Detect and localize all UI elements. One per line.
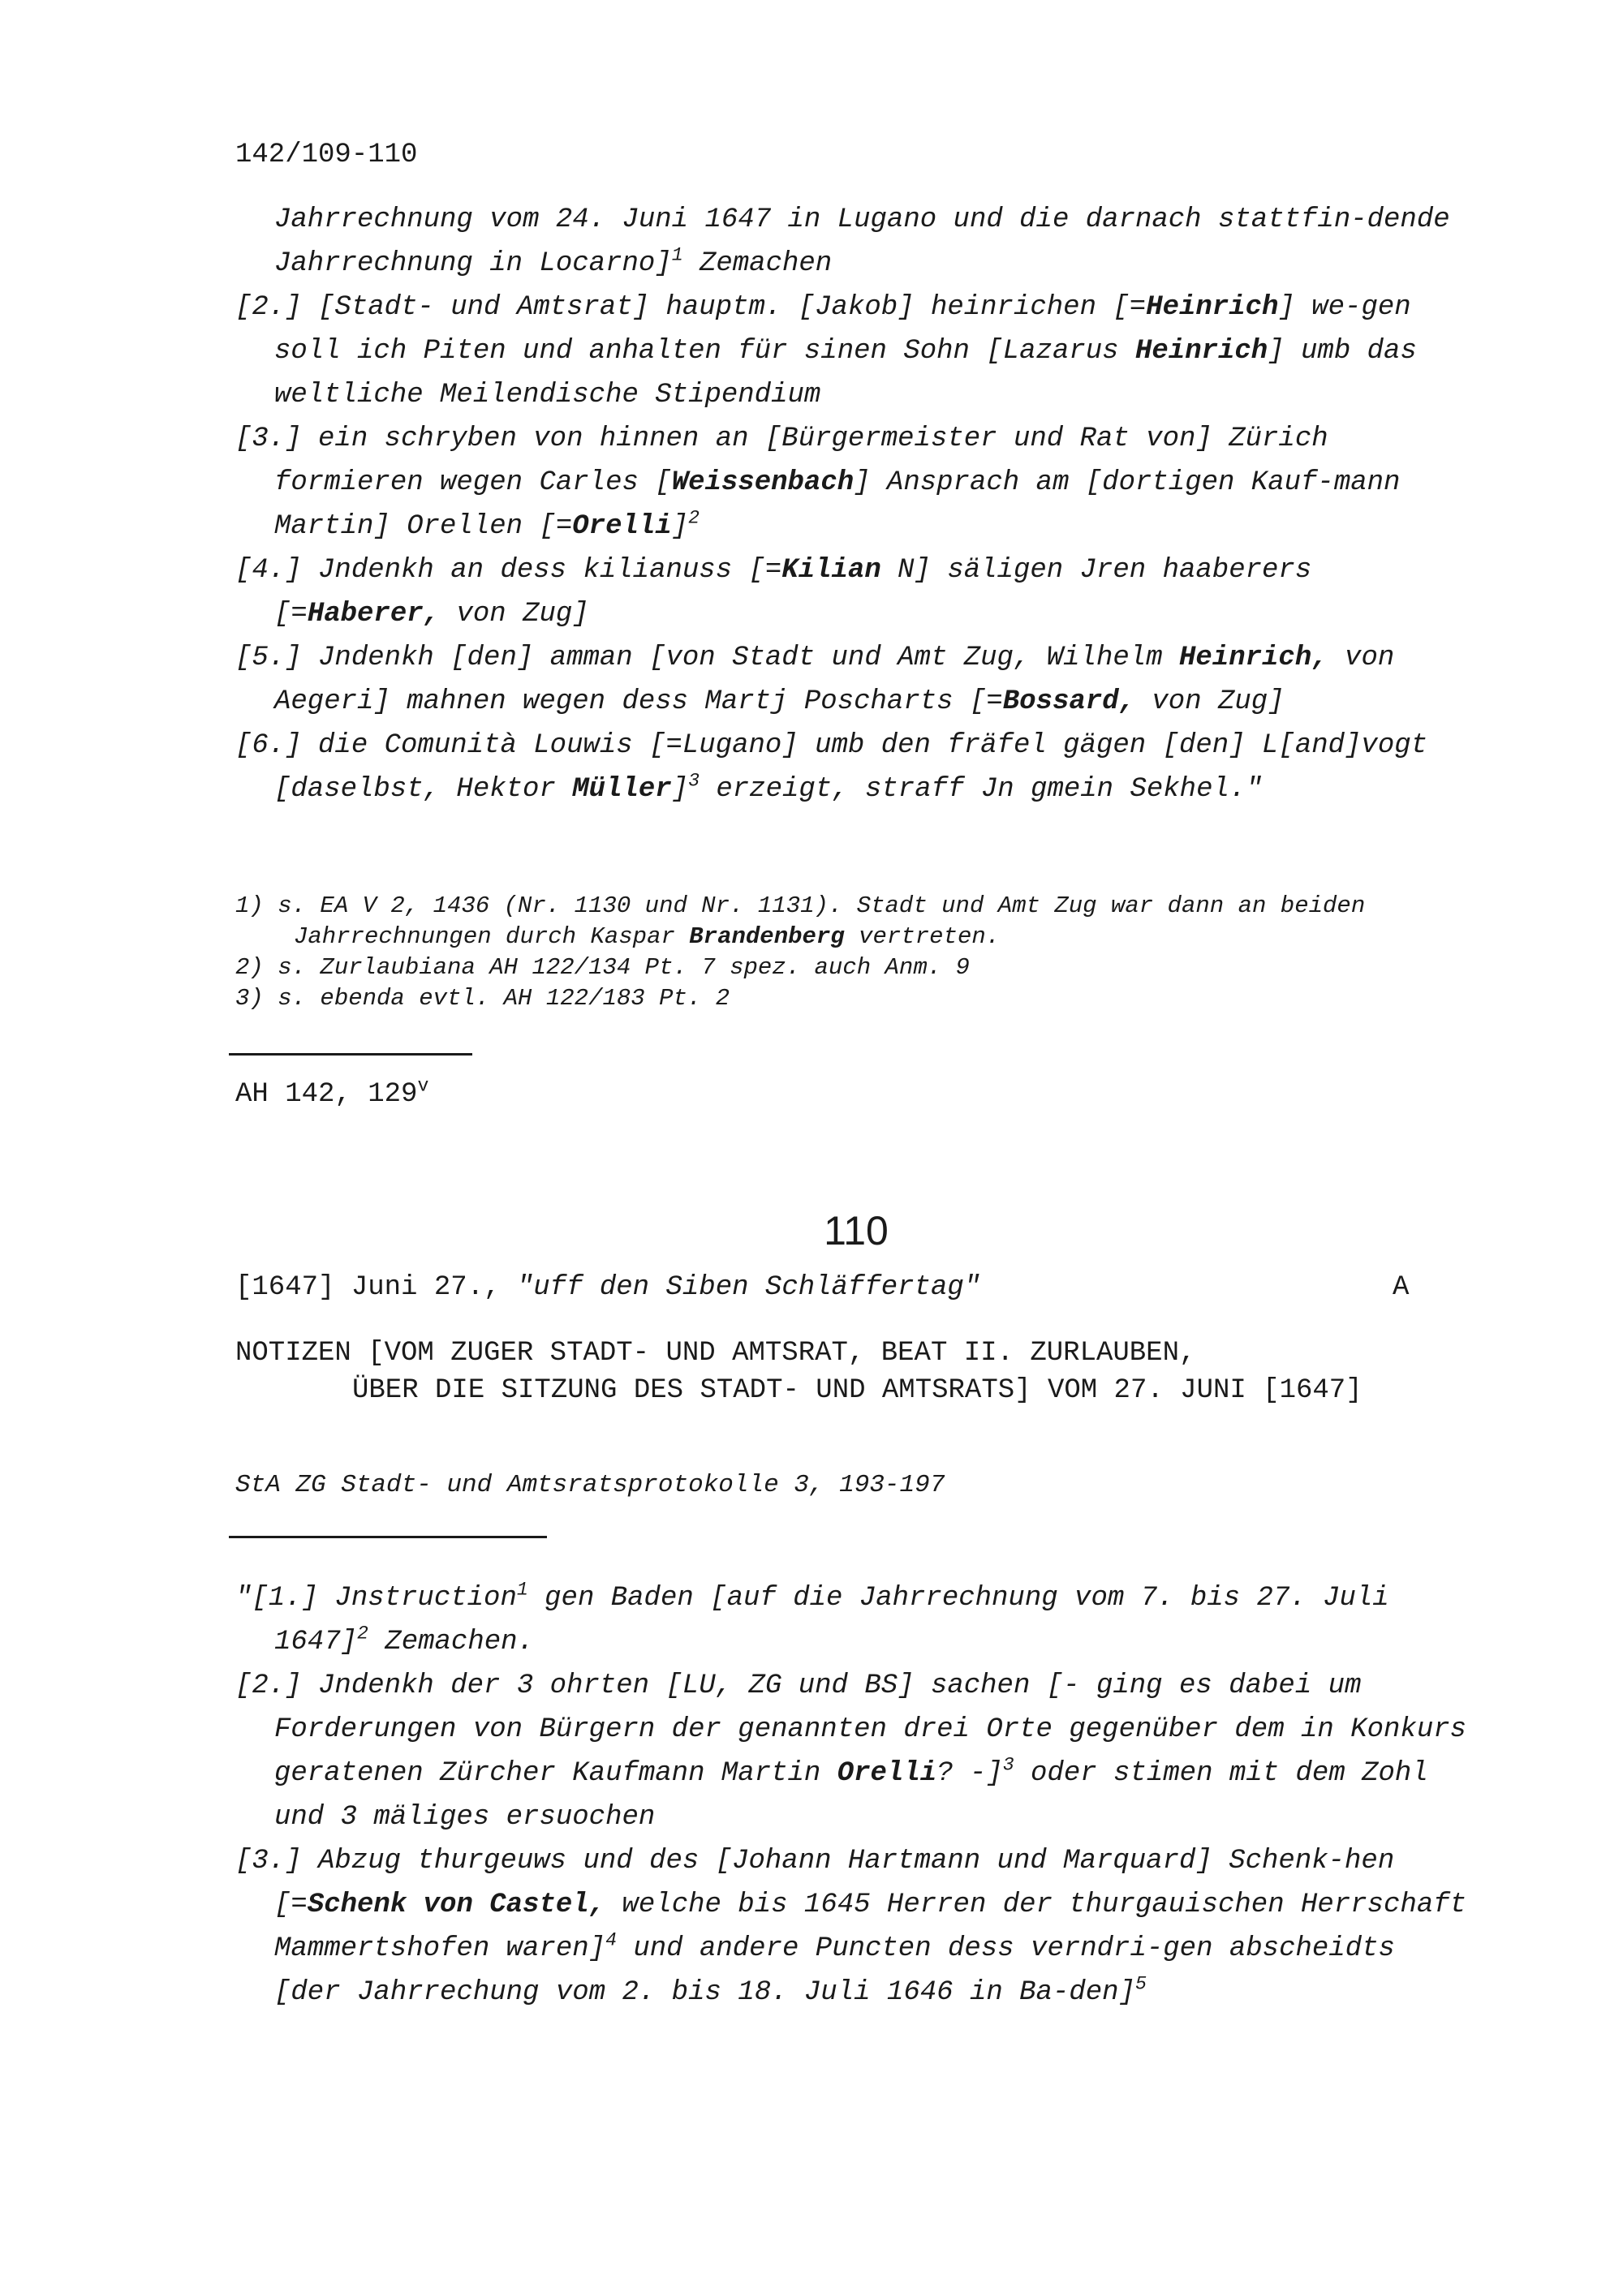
text-run: [6.] die Comunità Louwis [=Lugano] umb den fräfel gägen [den] L[and]vogt [daselbst, Hektor — [235, 730, 1428, 805]
heading-divider — [229, 1536, 547, 1538]
text-run: ] we-gen soll ich Piten und anhalten für sinen Sohn [Lazarus — [274, 292, 1411, 367]
protocol-entries-previous — [235, 198, 1477, 811]
protocol-entry — [235, 724, 1477, 811]
text-run: ] — [671, 511, 689, 542]
text-run: ] — [671, 774, 689, 805]
footnote — [235, 891, 1469, 952]
date-text: [1647] Juni 27., — [235, 1272, 517, 1303]
text-run: Jahrrechnung vom 24. Juni 1647 in Lugano und die darnach stattfin-dende Jahrrechnung in Locarno] — [274, 204, 1450, 279]
text-run: "[1.] Jnstruction — [235, 1583, 517, 1614]
text-run: Zemachen — [682, 248, 833, 279]
text-run: von Aegeri] mahnen wegen dess Martj Poscharts [= — [274, 643, 1395, 717]
source-reference: StA ZG Stadt- und Amtsratsprotokolle 3, 193-197 — [235, 1471, 945, 1499]
page-reference: 142/109-110 — [235, 140, 418, 170]
text-run: ] Ansprach am [dortigen Kauf-mann Martin] Orellen [= — [274, 467, 1401, 542]
text-run: und andere Puncten dess verndri-gen abscheidts [der Jahrrechung vom 2. bis 18. Juli 1646 in Ba-den] — [274, 1933, 1395, 2008]
text-run: ] umb das weltliche Meilendische Stipendium — [274, 336, 1417, 411]
name-highlight: Heinrich, — [1179, 643, 1328, 673]
footnote — [235, 952, 1469, 983]
name-highlight: Bossard, — [1002, 686, 1135, 717]
text-run: gen Baden [auf die Jahrrechnung vom 7. bis 27. Juli 1647] — [274, 1583, 1389, 1658]
text-run: 3) s. ebenda evtl. AH 122/183 Pt. 2 — [235, 985, 730, 1012]
heading-line-rest: ÜBER DIE SITZUNG DES STADT- UND AMTSRATS] VOM 27. JUNI [1647] — [352, 1375, 1363, 1406]
protocol-entry — [235, 636, 1477, 724]
document-number: 110 — [824, 1208, 889, 1253]
text-run: [4.] Jndenkh an dess kilianuss [= — [235, 555, 782, 586]
name-highlight: Orelli — [572, 511, 672, 542]
name-highlight: Müller — [572, 774, 672, 805]
text-run: [3.] ein schryben von hinnen an [Bürgermeister und Rat von] Zürich formieren wegen Carles [ — [235, 424, 1328, 498]
footnote-marker: 1 — [516, 1579, 528, 1601]
text-run: vertreten. — [844, 923, 1001, 950]
protocol-entries-current — [235, 1576, 1477, 2014]
name-highlight: Kilian — [781, 555, 881, 586]
text-run: [2.] [Stadt- und Amtsrat] hauptm. [Jakob] heinrichen [= — [235, 292, 1147, 323]
text-run: welche bis 1645 Herren der thurgauischen Herrschaft Mammertshofen waren] — [274, 1890, 1467, 1964]
archive-reference-text: AH 142, 129 — [235, 1079, 418, 1110]
text-run: erzeigt, straff Jn gmein Sekhel." — [699, 774, 1263, 805]
archive-reference — [235, 1075, 429, 1110]
name-highlight: Weissenbach — [671, 467, 855, 498]
footnote-marker: 3 — [688, 770, 700, 792]
grade-marker: A — [1393, 1272, 1410, 1303]
footnote-marker: 1 — [671, 244, 683, 266]
protocol-entry — [235, 198, 1477, 286]
name-highlight: Heinrich — [1134, 336, 1268, 367]
name-highlight: Orelli — [837, 1758, 937, 1789]
footnote-marker: 3 — [1002, 1754, 1014, 1776]
protocol-entry — [235, 1664, 1477, 1839]
footnote-marker: 4 — [605, 1929, 617, 1951]
name-highlight: Brandenberg — [689, 923, 845, 950]
name-highlight: Haberer, — [307, 599, 441, 630]
text-run: Zemachen. — [368, 1627, 534, 1658]
date-quote: "uff den Siben Schläffertag" — [516, 1272, 981, 1303]
protocol-entry — [235, 1576, 1477, 1664]
text-run: [2.] Jndenkh der 3 ohrten [LU, ZG und BS] sachen [- ging es dabei um Forderungen von Bürgern der genannten drei Orte gegenüber dem in Konkurs geratenen Zürcher Kaufmann Martin — [235, 1670, 1467, 1789]
protocol-entry — [235, 1839, 1477, 2014]
date-line — [235, 1272, 980, 1303]
footnote-marker: 2 — [357, 1623, 368, 1645]
protocol-entry — [235, 286, 1477, 417]
text-run: von Zug] — [440, 599, 589, 630]
text-run: oder stimen mit dem Zohl und 3 mäliges ersuochen — [274, 1758, 1428, 1833]
footnote-marker: 2 — [688, 507, 700, 529]
footnote — [235, 983, 1469, 1014]
protocol-entry — [235, 548, 1477, 636]
text-run: [3.] Abzug thurgeuws und des [Johann Hartmann und Marquard] Schenk-hen [= — [235, 1846, 1395, 1920]
footnote-divider — [229, 1053, 472, 1056]
text-run: N] säligen Jren haaberers [= — [274, 555, 1312, 630]
footnote-marker: 5 — [1134, 1973, 1147, 1995]
name-highlight: Schenk von Castel, — [307, 1890, 606, 1920]
text-run: 1) s. EA V 2, 1436 (Nr. 1130 und Nr. 1131). Stadt und Amt Zug war dann an beiden Jahrrechnungen durch Kaspar — [235, 892, 1366, 950]
footnotes — [235, 891, 1469, 1014]
archive-reference-superscript: v — [417, 1075, 429, 1097]
protocol-entry — [235, 417, 1477, 548]
text-run: ? -] — [936, 1758, 1003, 1789]
text-run: [5.] Jndenkh [den] amman [von Stadt und Amt Zug, Wilhelm — [235, 643, 1179, 673]
name-highlight: Heinrich — [1146, 292, 1279, 323]
heading-line-first: NOTIZEN [VOM ZUGER STADT- UND AMTSRAT, BEAT II. ZURLAUBEN, — [235, 1338, 1196, 1369]
text-run: 2) s. Zurlaubiana AH 122/134 Pt. 7 spez. auch Anm. 9 — [235, 954, 970, 981]
text-run: von Zug] — [1134, 686, 1285, 717]
document-heading — [235, 1335, 1469, 1409]
